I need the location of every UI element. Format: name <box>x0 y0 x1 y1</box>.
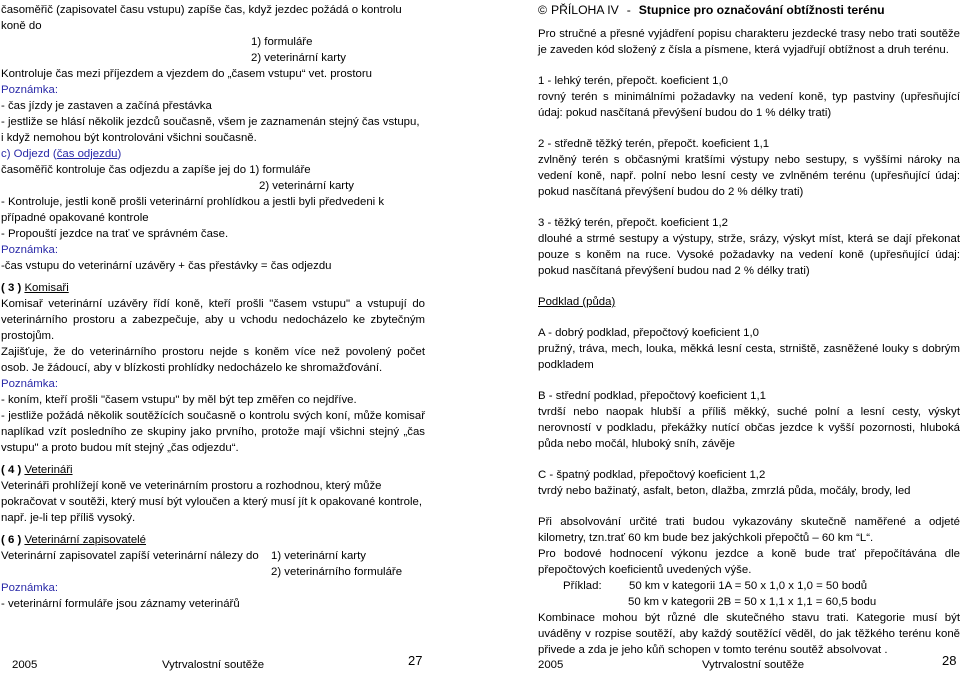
section-heading-stewards: ( 3 ) Komisaři <box>1 282 69 294</box>
note-label: Poznámka: <box>1 378 58 390</box>
note-label: Poznámka: <box>1 84 58 96</box>
section-heading-vets: ( 4 ) Veterináři <box>1 464 73 476</box>
text-line: Kontroluje čas mezi příjezdem a vjezdem do „časem vstupu“ vet. prostoru <box>1 68 372 80</box>
level-description: zvlněný terén s občasnými kratšími výstupy nebo sestupy, s vyššími nároky na vedení koně, např. polní nebo lesní cesty ve zvlněném terénu (upřesňující údaj: pokud nasčítaná převýšení budou do 2 % délky trati) <box>538 154 960 198</box>
ground-heading-a: A - dobrý podklad, přepočtový koeficient 1,0 <box>538 327 759 339</box>
level-description: rovný terén s minimálními požadavky na vedení koně, typ pastviny (upřesňující údaj: pokud nasčítaná převýšení budou do 1 % délky trati) <box>538 91 960 119</box>
level-heading: 3 - těžký terén, přepočt. koeficient 1,2 <box>538 217 728 229</box>
text-paragraph: Komisař veterinární uzávěry řídí koně, kteří prošli "časem vstupu" a vstupují do veterinárního prostoru a zabezpečuje, aby u vchodu nedocházelo ke zbytečným prostojům. <box>1 298 425 342</box>
text-paragraph: - jestliže požádá několik soutěžících současně o kontrolu svých koní, může komisař naplíkad vzít posledního ze skupiny jako prvního, protože mají všichni stejný „čas vstupu" a proto budou mít stejný „čas odjezdu“. <box>1 410 425 454</box>
text-line: 1) veterinární karty <box>271 550 366 562</box>
example-label: Příklad: <box>563 580 602 592</box>
title-dash: - <box>626 3 631 17</box>
intro-paragraph: Pro stručné a přesné vyjádření popisu charakteru jezdecké trasy nebo trati soutěže je zaveden kód složený z čísla a písmene, která vyjadřují obtížnost a druh terénu. <box>538 28 960 56</box>
text-line: - Kontroluje, jestli koně prošli veterinární prohlídkou a jestli byli předvedeni k případné opakované kontrole <box>1 196 385 224</box>
text-line: -čas vstupu do veterinární uzávěry + čas přestávky = čas odjezdu <box>1 260 332 272</box>
text-paragraph: Zajišťuje, že do veterinárního prostoru nejde s koněm více než povolený počet osob. Je žádoucí, aby v blízkosti prohlídky nedocházelo ke shromažďování. <box>1 346 425 374</box>
text-line: - čas jízdy je zastaven a začíná přestávka <box>1 100 212 112</box>
level-heading: 2 - středně těžký terén, přepočt. koeficient 1,1 <box>538 138 770 150</box>
recorder-row <box>1 548 425 564</box>
ground-heading-b: B - střední podklad, přepočtový koeficient 1,1 <box>538 390 766 402</box>
ground-description: tvrdší nebo naopak hlubší a příliš měkký, suché polní a lesní cesty, výskyt nerovností v podkladu, překážky nutící občas jezdce k vyšší pozornosti, hluboká půda nebo močál, hluboký sníh, závěje <box>538 406 960 450</box>
text-line: časoměřič (zapisovatel času vstupu) zapíše čas, když jezdec požádá o kontrolu koně do <box>1 4 402 32</box>
appendix-heading: Stupnice pro označování obtížnosti terénu <box>638 3 885 17</box>
text-line: - jestliže se hlásí několik jezdců současně, všem je zaznamenán stejný čas vstupu, i když nemohou být kontrolováni všichni současně. <box>1 116 420 144</box>
ground-heading: Podklad (půda) <box>538 296 616 308</box>
appendix-title <box>538 2 960 18</box>
text-line: 2) veterinární karty <box>259 180 354 192</box>
section-heading-departure: c) Odjezd (čas odjezdu) <box>1 148 122 160</box>
ground-description: tvrdý nebo bažinatý, asfalt, beton, dlažba, zmrzlá půda, močály, brody, led <box>538 485 911 497</box>
text-line: - koním, kteří prošli "časem vstupu" by měl být tep změřen co nejdříve. <box>1 394 357 406</box>
appendix-label: PŘÍLOHA IV <box>550 3 619 17</box>
page-number: 28 <box>942 653 957 668</box>
note-label: Poznámka: <box>1 244 58 256</box>
level-heading: 1 - lehký terén, přepočt. koeficient 1,0 <box>538 75 728 87</box>
section-heading-vet-recorders: ( 6 ) Veterinární zapisovatelé <box>1 534 147 546</box>
left-page-body <box>1 2 425 612</box>
footer-year: 2005 <box>538 659 564 671</box>
page-number: 27 <box>408 653 423 668</box>
ground-description: pružný, tráva, mech, louka, měkká lesní cesta, strniště, zasněžené louky s dobrým podkladem <box>538 343 960 371</box>
text-line: časoměřič kontroluje čas odjezdu a zapíše jej do 1) formuláře <box>1 164 311 176</box>
text-line: 1) formuláře <box>251 36 313 48</box>
text-paragraph: Veterináři prohlížejí koně ve veterinárním prostoru a rozhodnou, který může pokračovat v soutěži, který musí být vyloučen a který musí jít k opakované kontrole, např. je-li tep příliš vysoký. <box>1 480 423 524</box>
footer-year: 2005 <box>12 659 38 671</box>
ground-heading-c: C - špatný podklad, přepočtový koeficient 1,2 <box>538 469 766 481</box>
text-line: Veterinární zapisovatel zapíší veterinární nálezy do <box>1 550 259 562</box>
example-line: 50 km v kategorii 1A = 50 x 1,0 x 1,0 = 50 bodů <box>629 580 868 592</box>
closing-paragraph: Při absolvování určité trati budou vykazovány skutečně naměřené a odjeté kilometry, tzn.trať 60 km bude bez jakýchkoli přepočtů – 60 km “L“. <box>538 516 960 544</box>
text-line: - Propouští jezdce na trať ve správném čase. <box>1 228 229 240</box>
closing-paragraph: Kombinace mohou být různé dle skutečného stavu trati. Kategorie musí být uváděny v rozpise soutěží, aby každý soutěžící věděl, do jak těžkého terénu koně přivede a zda je jeho kůň schopen v tomto terénu soutěž absolvovat . <box>538 612 960 656</box>
text-line: 2) veterinárního formuláře <box>271 566 403 578</box>
footer-title: Vytrvalostní soutěže <box>162 659 265 671</box>
right-page <box>480 0 960 675</box>
footer-title: Vytrvalostní soutěže <box>702 659 805 671</box>
note-label: Poznámka: <box>1 582 58 594</box>
text-line: - veterinární formuláře jsou záznamy veterinářů <box>1 598 240 610</box>
right-page-body <box>538 2 960 658</box>
copyright-icon: © <box>538 3 547 17</box>
level-description: dlouhé a strmé sestupy a výstupy, strže, srázy, výskyt míst, která se dají překonat pouze s koněm na ruce. Vysoké požadavky na vedení koně (upřesňující údaj: pokud nasčítaná převýšení budou nad 2 % délky trati) <box>538 233 960 277</box>
closing-paragraph: Pro bodové hodnocení výkonu jezdce a koně bude trať přepočítávána dle přepočtových koeficientů uvedených výše. <box>538 548 960 576</box>
example-line: 50 km v kategorii 2B = 50 x 1,1 x 1,1 = 60,5 bodu <box>628 596 877 608</box>
text-line: 2) veterinární karty <box>251 52 346 64</box>
example-row <box>538 578 960 594</box>
